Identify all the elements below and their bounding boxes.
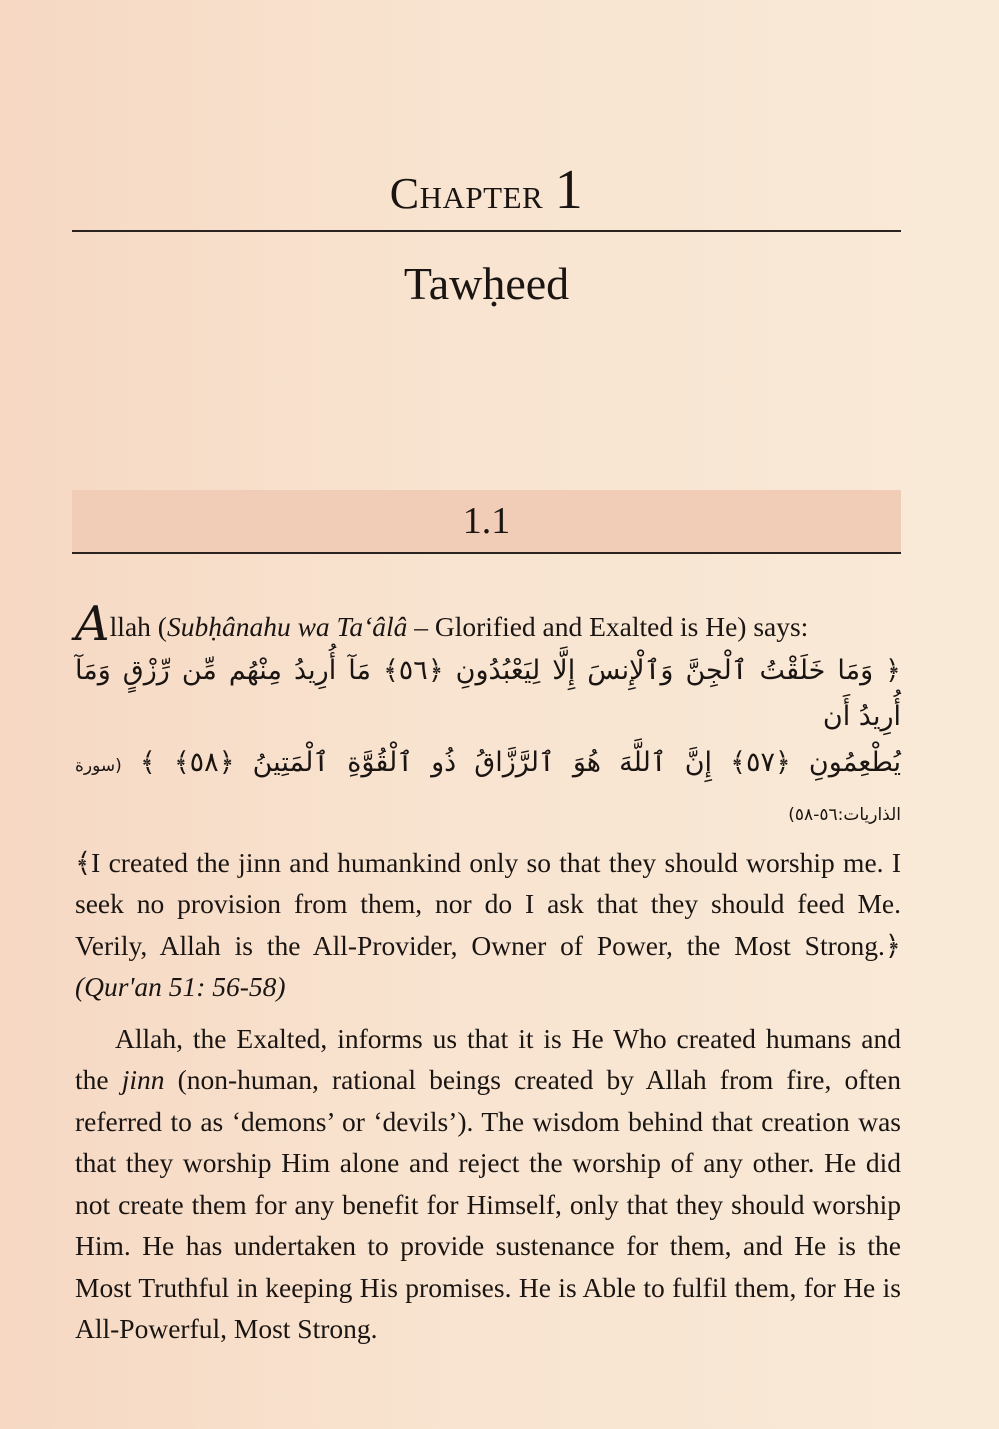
intro-text: llah ( xyxy=(109,611,167,642)
close-bracket: ﴿ xyxy=(884,929,901,961)
chapter-divider xyxy=(72,230,901,232)
paragraph-text: Allah, the Exalted, informs us that it is He Who created humans and the xyxy=(75,1022,901,1095)
intro-text-end: – Glorified and Exalted is He) says: xyxy=(407,611,809,642)
arabic-verse-line-2 xyxy=(75,740,901,838)
intro-italic: Subḥânahu wa Ta‘âlâ xyxy=(166,611,408,642)
chapter-label: Chapter xyxy=(389,169,544,218)
commentary-paragraph xyxy=(75,1018,901,1350)
intro-line xyxy=(75,596,901,652)
chapter-number: 1 xyxy=(554,159,584,221)
arabic-verse-text: يُطْعِمُونِ ﴿٥٧﴾ إِنَّ ٱللَّهَ هُوَ ٱلرَّزَّاقُ ذُو ٱلْقُوَّةِ ٱلْمَتِينُ ﴿٥٨﴾ ﴾ xyxy=(139,746,902,778)
section-divider xyxy=(72,552,901,554)
chapter-title: Tawḥeed xyxy=(403,258,570,309)
translation-text: I created the jinn and humankind only so that they should worship me. I seek no provision from them, nor do I ask that they should feed Me. Verily, Allah is the All-Provider, Owner of Power, the Most Strong. xyxy=(75,846,901,961)
paragraph-italic: jinn xyxy=(121,1064,165,1095)
arabic-verse-line-1: ﴿ وَمَا خَلَقْتُ ٱلْجِنَّ وَٱلْإِنسَ إِلَّا لِيَعْبُدُونِ ﴿٥٦﴾ مَآ أُرِيدُ مِنْهُم مِّن رِّزْقٍ وَمَآ أُرِيدُ أَن xyxy=(75,654,901,732)
quran-reference: (Qur'an 51: 56-58) xyxy=(75,971,286,1002)
open-bracket: ﴾ xyxy=(75,846,92,878)
section-number: 1.1 xyxy=(462,500,511,542)
section-band xyxy=(72,490,901,552)
drop-cap: A xyxy=(75,596,110,652)
verse-translation xyxy=(75,842,901,1008)
paragraph-text-end: (non-human, rational beings created by Allah from fire, often referred to as ‘demons’ or ‘devils’). The wisdom behind that creation was that they worship Him alone and reject the worship of any other. He did not create them for any benefit for Himself, only that they should worship Him. He has undertaken to provide sustenance for them, and He is the Most Truthful in keeping His promises. He is Able to fulfil them, for He is All-Powerful, Most Strong. xyxy=(75,1064,901,1344)
chapter-heading xyxy=(72,160,901,230)
arabic-reference: (سورة الذاريات:٥٦-٥٨) xyxy=(75,755,901,825)
